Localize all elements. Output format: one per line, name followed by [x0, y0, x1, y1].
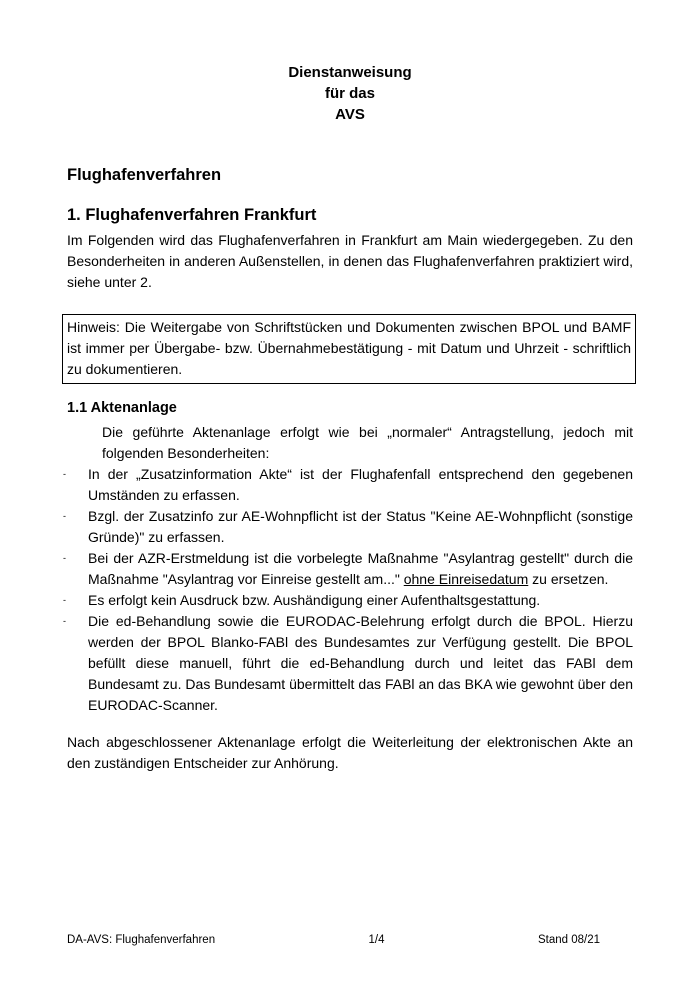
list-item — [63, 590, 633, 611]
list-item — [63, 506, 633, 548]
bullet-marker: - — [63, 616, 66, 626]
list-item-text: Bzgl. der Zusatzinfo zur AE-Wohnpflicht ist der Status "Keine AE-Wohnpflicht (sonstige Gründe)" zu erfassen. — [88, 508, 633, 545]
list-item-text: Es erfolgt kein Ausdruck bzw. Aushändigung einer Aufenthaltsgestattung. — [88, 592, 541, 608]
title-line-3: AVS — [335, 106, 365, 123]
intro-paragraph: Im Folgenden wird das Flughafenverfahren in Frankfurt am Main wiedergegeben. Zu den Besonderheiten in anderen Außenstellen, in denen das Flughafenverfahren praktiziert wird, siehe unter 2. — [67, 232, 633, 290]
list-item-text-before: Bei der AZR-Erstmeldung ist die vorbelegte Maßnahme "Asylantrag gestellt" durch die Maßnahme "Asylantrag vor Einreise gestellt am..." — [88, 550, 633, 587]
title-line-2: für das — [324, 85, 375, 102]
bullet-marker: - — [63, 511, 66, 521]
subsub-heading: 1.1 Aktenanlage — [67, 400, 177, 416]
bullet-list — [0, 464, 700, 716]
list-item — [63, 464, 633, 506]
underlined-phrase: ohne Einreisedatum — [403, 571, 529, 587]
closing-paragraph: Nach abgeschlossener Aktenanlage erfolgt die Weiterleitung der elektronischen Akte an den zuständigen Entscheider zur Anhörung. — [67, 734, 633, 771]
list-item — [63, 548, 633, 590]
note-box: Hinweis: Die Weitergabe von Schriftstücken und Dokumenten zwischen BPOL und BAMF ist immer per Übergabe- bzw. Übernahmebestätigung - mit Datum und Uhrzeit - schriftlich zu dokumentieren. — [62, 314, 636, 384]
title-line-1: Dienstanweisung — [288, 64, 412, 81]
bullet-marker: - — [63, 553, 66, 563]
list-item-text-after: zu ersetzen. — [528, 571, 609, 587]
bullet-marker: - — [63, 595, 66, 605]
document-title — [0, 62, 700, 125]
subsub-intro: Die geführte Aktenanlage erfolgt wie bei „normaler“ Antragstellung, jedoch mit folgenden Besonderheiten: — [102, 424, 633, 461]
page-number: 1/4 — [368, 934, 385, 946]
page-footer — [67, 934, 600, 946]
subsection-heading: 1. Flughafenverfahren Frankfurt — [67, 206, 317, 224]
list-item — [63, 611, 633, 716]
list-item-text: Die ed-Behandlung sowie die EURODAC-Belehrung erfolgt durch die BPOL. Hierzu werden der BPOL Blanko-FABl des Bundesamtes zur Verfügung gestellt. Die BPOL befüllt diese manuell, führt die ed-Behandlung durch und leitet das FABl dem Bundesamt zu. Das Bundesamt übermittelt das FABl an das BKA wie gewohnt über den EURODAC-Scanner. — [88, 613, 633, 713]
footer-left: DA-AVS: Flughafenverfahren — [67, 934, 216, 946]
footer-right: Stand 08/21 — [537, 934, 600, 946]
bullet-marker: - — [63, 469, 66, 479]
list-item-text: In der „Zusatzinformation Akte“ ist der Flughafenfall entsprechend den gegebenen Umständen zu erfassen. — [88, 466, 633, 503]
section-heading: Flughafenverfahren — [67, 166, 222, 184]
